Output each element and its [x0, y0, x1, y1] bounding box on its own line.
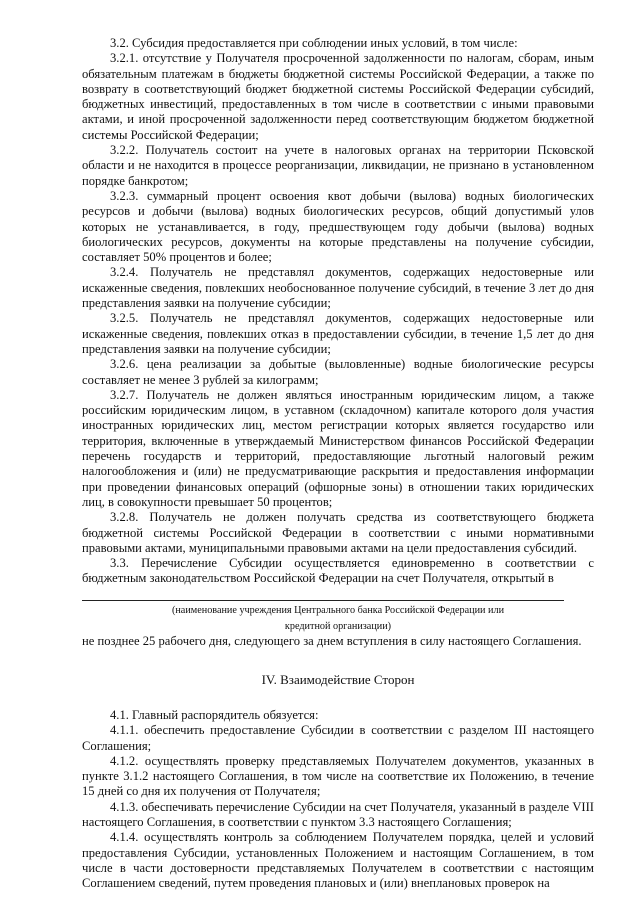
paragraph-3-2-7: 3.2.7. Получатель не должен являться иностранным юридическим лицом, а также российским юридическим лицом, в уставном (складочном) капитале которого доля участия иностранных юридических лиц, местом регистрации которых является государство или территория, включенные в утверждаемый Министерством финансов Российской Федерации перечень государств и территорий, предоставляющие льготный налоговый режим налогообложения и (или) не предусматривающие раскрытия и предоставления информации при проведении финансовых операций (офшорные зоны) в отношении таких юридических лиц, в совокупности превышает 50 процентов; [82, 387, 594, 509]
paragraph-4-1-1: 4.1.1. обеспечить предоставление Субсидии в соответствии с разделом III настоящего Соглашения; [82, 723, 594, 753]
paragraph-3-2-5: 3.2.5. Получатель не представлял документов, содержащих недостоверные или искаженные сведения, повлекших отказ в предоставлении субсидии, в течение 1,5 лет до дня представления заявки на получение субсидии; [82, 311, 594, 356]
section-4-1-obligations [82, 708, 594, 892]
paragraph-4-1-2: 4.1.2. осуществлять проверку представляемых Получателем документов, указанных в пункте 3.1.2 настоящего Соглашения, в том числе на соответствие их Положению, в течение 15 дней со дня их получения от Получателя; [82, 753, 594, 799]
paragraph-3-2: 3.2. Субсидия предоставляется при соблюдении иных условий, в том числе: [110, 36, 518, 50]
paragraph-4-1: 4.1. Главный распорядитель обязуется: [110, 707, 319, 722]
paragraph-3-2-6: 3.2.6. цена реализации за добытые (выловленные) водные биологические ресурсы составляет не менее 3 рублей за килограмм; [82, 357, 594, 387]
paragraph-3-2-1: 3.2.1. отсутствие у Получателя просроченной задолженности по налогам, сборам, иным обязательным платежам в бюджеты бюджетной системы Российской Федерации, а также по возврату в соответствующий бюджет бюджетной системы Российской Федерации субсидий, бюджетных инвестиций, предоставленных в том числе в соответствии с иными правовыми актами, и иной просроченной задолженности перед соответствующим бюджетом бюджетной системы Российской Федерации; [82, 51, 594, 142]
footnote-line-2: кредитной организации) [284, 620, 392, 632]
paragraph-3-2-4: 3.2.4. Получатель не представлял документов, содержащих недостоверные или искаженные сведения, повлекших необоснованное получение субсидий, в течение 3 лет до дня представления заявки на получение субсидии; [82, 265, 594, 311]
footnote-line-1: (наименование учреждения Центрального банка Российской Федерации или [171, 604, 505, 616]
paragraph-3-2-2: 3.2.2. Получатель состоит на учете в налоговых органах на территории Псковской области и не находится в процессе реорганизации, ликвидации, не признано в установленном порядке банкротом; [82, 143, 594, 188]
paragraph-3-3-continuation: не позднее 25 рабочего дня, следующего за днем вступления в силу настоящего Соглашения. [82, 633, 582, 648]
paragraph-3-2-3: 3.2.3. суммарный процент освоения квот добычи (вылова) водных биологических ресурсов и добычи (вылова) водных биологических ресурсов, общий допустимый улов которых не устанавливается, в году, предшествующем году добычи (вылова) водных биологических ресурсов, документы на которые представлены на получение субсидии, составляет 50% процентов и более; [82, 188, 594, 265]
section-3-2-conditions [82, 36, 594, 587]
paragraph-3-2-8: 3.2.8. Получатель не должен получать средства из соответствующего бюджета бюджетной системы Российской Федерации в соответствии с иными нормативными правовыми актами, муниципальными правовыми актами на цели предоставления субсидий. [82, 510, 594, 555]
paragraph-4-1-3: 4.1.3. обеспечивать перечисление Субсидии на счет Получателя, указанный в разделе VIII настоящего Соглашения, в соответствии с пунктом 3.3 настоящего Соглашения; [82, 799, 594, 830]
document-body [82, 36, 594, 892]
fill-in-line [82, 600, 564, 601]
paragraph-4-1-4: 4.1.4. осуществлять контроль за соблюдением Получателем порядка, целей и условий предоставления Субсидии, установленных Положением и настоящим Соглашением, в том числе в части достоверности представляемых Получателем в соответствии с настоящим Соглашением сведений, путем проведения плановых и (или) внеплановых проверок на [82, 830, 594, 891]
paragraph-3-3: 3.3. Перечисление Субсидии осуществляется единовременно в соответствии с бюджетным законодательством Российской Федерации на счет Получателя, открытый в [82, 556, 594, 586]
section-heading: IV. Взаимодействие Сторон [261, 671, 415, 687]
